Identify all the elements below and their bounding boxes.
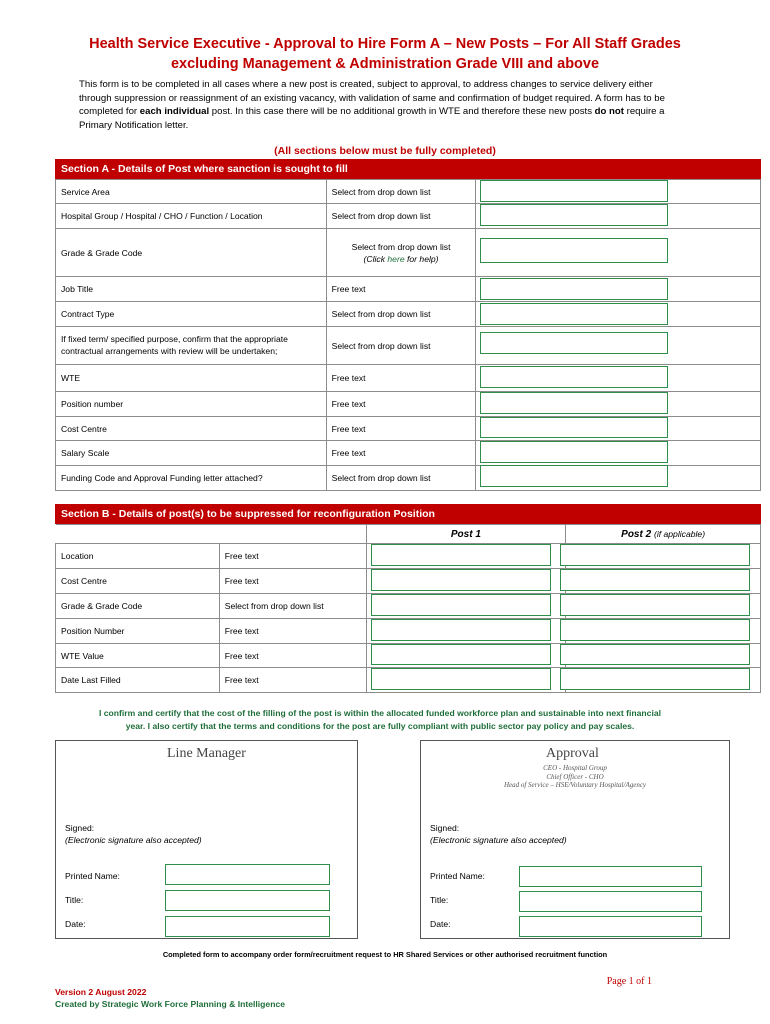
- post-1-header: Post 1: [366, 525, 566, 544]
- line-manager-printed-name-field[interactable]: [165, 864, 330, 885]
- post1-grade-field[interactable]: [371, 594, 551, 616]
- contract-type-field[interactable]: [480, 303, 668, 325]
- cost-centre-field[interactable]: [480, 417, 668, 438]
- approval-title-field[interactable]: [519, 891, 702, 912]
- approval-date-field[interactable]: [519, 916, 702, 937]
- line-manager-title-label: Title:: [65, 895, 84, 905]
- funding-code-field[interactable]: [480, 465, 668, 487]
- line-manager-title-field[interactable]: [165, 890, 330, 911]
- post1-cost-centre-field[interactable]: [371, 569, 551, 591]
- approval-signed-label: Signed:: [430, 823, 460, 833]
- all-sections-note: (All sections below must be fully completed): [274, 145, 496, 157]
- approval-date-label: Date:: [430, 919, 451, 929]
- line-manager-signed-note: (Electronic signature also accepted): [65, 835, 202, 845]
- service-area-field[interactable]: [480, 180, 668, 202]
- form-title-line-2: excluding Management & Administration Grade VIII and above: [170, 56, 600, 72]
- row-label: Position number: [56, 392, 327, 417]
- row-label: Grade & Grade Code: [56, 594, 220, 619]
- row-hint: Select from drop down list: [326, 204, 476, 229]
- intro-paragraph: This form is to be completed in all cases where a new post is created, subject to approval, to address changes to service delivery either through suppression or reassignment of an existing vacancy, with validation of same and confirmation of budget required. A form has to be completed for each individual post. In this case there will be no additional growth in WTE and therefore these new posts do not require a Primary Notification letter.: [79, 79, 665, 131]
- row-hint: Free text: [219, 569, 366, 594]
- help-hint: (Click here for help): [363, 253, 439, 264]
- row-label: Service Area: [56, 180, 327, 204]
- row-hint: Free text: [219, 619, 366, 644]
- section-b-header: Section B - Details of post(s) to be suppressed for reconfiguration Position: [55, 504, 761, 524]
- wte-field[interactable]: [480, 366, 668, 388]
- row-hint: Free text: [219, 668, 366, 693]
- post2-position-number-field[interactable]: [560, 619, 750, 641]
- position-number-field[interactable]: [480, 392, 668, 414]
- row-hint: Select from drop down list: [326, 302, 476, 327]
- row-label: If fixed term/ specified purpose, confirm that the appropriate contractual arrangements with review will be undertaken;: [56, 327, 327, 365]
- post2-wte-field[interactable]: [560, 644, 750, 665]
- post-2-header: Post 2 (if applicable): [566, 525, 761, 544]
- row-label: WTE: [56, 365, 327, 392]
- post1-wte-field[interactable]: [371, 644, 551, 665]
- approval-printed-name-field[interactable]: [519, 866, 702, 887]
- post1-position-number-field[interactable]: [371, 619, 551, 641]
- post2-cost-centre-field[interactable]: [560, 569, 750, 591]
- hospital-group-field[interactable]: [480, 204, 668, 226]
- grade-code-field[interactable]: [480, 238, 668, 263]
- row-label: Position Number: [56, 619, 220, 644]
- row-label: Hospital Group / Hospital / CHO / Function / Location: [56, 204, 327, 229]
- row-hint: Free text: [326, 441, 476, 466]
- row-label: Salary Scale: [56, 441, 327, 466]
- row-hint: Free text: [326, 277, 476, 302]
- approval-signed-note: (Electronic signature also accepted): [430, 835, 567, 845]
- row-label: Grade & Grade Code: [56, 229, 327, 277]
- version-text: Version 2 August 2022: [55, 987, 147, 997]
- line-manager-signed-label: Signed:: [65, 823, 95, 833]
- post1-location-field[interactable]: [371, 544, 551, 566]
- row-label: Job Title: [56, 277, 327, 302]
- approval-title-label: Title:: [430, 895, 449, 905]
- row-label: Date Last Filled: [56, 668, 220, 693]
- row-hint: Free text: [326, 365, 476, 392]
- row-hint: Free text: [219, 644, 366, 668]
- row-hint: Select from drop down list: [219, 594, 366, 619]
- row-hint: Free text: [326, 392, 476, 417]
- row-hint: Free text: [219, 544, 366, 569]
- row-label: Funding Code and Approval Funding letter attached?: [56, 466, 327, 491]
- submission-note: Completed form to accompany order form/recruitment request to HR Shared Services or other authorised recruitment function: [162, 950, 608, 959]
- salary-scale-field[interactable]: [480, 441, 668, 463]
- row-hint: Select from drop down list: [326, 466, 476, 491]
- row-hint: Select from drop down list: [326, 180, 476, 204]
- credit-text: Created by Strategic Work Force Planning & Intelligence: [55, 999, 286, 1009]
- line-manager-printed-name-label: Printed Name:: [65, 871, 120, 881]
- section-a-header: Section A - Details of Post where sanction is sought to fill: [55, 159, 761, 179]
- form-title-line-1: Health Service Executive - Approval to Hire Form A – New Posts – For All Staff Grades: [89, 36, 681, 52]
- fixed-term-confirm-field[interactable]: [480, 332, 668, 354]
- row-label: Cost Centre: [56, 417, 327, 441]
- line-manager-date-field[interactable]: [165, 916, 330, 937]
- row-label: Contract Type: [56, 302, 327, 327]
- approval-title: Approval: [546, 746, 599, 761]
- post1-date-last-filled-field[interactable]: [371, 668, 551, 690]
- line-manager-date-label: Date:: [65, 919, 86, 929]
- row-hint: Free text: [326, 417, 476, 441]
- post2-grade-field[interactable]: [560, 594, 750, 616]
- post2-location-field[interactable]: [560, 544, 750, 566]
- row-label: Location: [56, 544, 220, 569]
- line-manager-title: Line Manager: [167, 746, 246, 761]
- job-title-field[interactable]: [480, 278, 668, 300]
- row-hint: Select from drop down list: [326, 327, 476, 365]
- help-link[interactable]: here: [387, 253, 405, 264]
- post2-date-last-filled-field[interactable]: [560, 668, 750, 690]
- page-number: Page 1 of 1: [606, 976, 652, 987]
- row-hint: Select from drop down list: [351, 241, 451, 252]
- table-header-row: [56, 525, 761, 544]
- row-label: Cost Centre: [56, 569, 220, 594]
- approval-printed-name-label: Printed Name:: [430, 871, 485, 881]
- row-label: WTE Value: [56, 644, 220, 668]
- certification-text: I confirm and certify that the cost of the filling of the post is within the allocated funded workforce plan and sustainable into next financial year. I also certify that the terms and conditions for the post are fully compliant with public sector pay policy and pay scales.: [99, 708, 661, 731]
- approval-roles: CEO - Hospital Group Chief Officer - CHO Head of Service – HSE/Voluntary Hospital/Agency: [503, 764, 647, 789]
